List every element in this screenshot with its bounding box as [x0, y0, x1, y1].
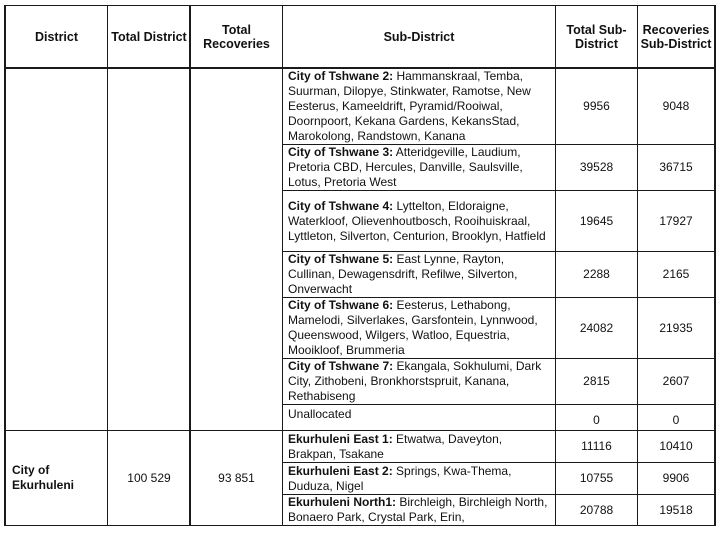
sub-district-areas: Eesterus, Lethabong, Mamelodi, Silverlakes, Garsfontein, Lynnwood, Queenswood, Wilgers, Watloo, Equestria, Mooikloof, Brummeria	[288, 298, 538, 357]
row-divider	[282, 462, 716, 463]
header-total-recoveries: Total Recoveries	[203, 23, 270, 51]
table-border	[4, 5, 6, 526]
sub-district-cell	[283, 145, 555, 190]
sub-district-name: City of Tshwane 5:	[288, 252, 394, 266]
column-divider	[637, 5, 638, 526]
sub-district-cell	[283, 405, 555, 430]
sub-district-name: Ekurhuleni East 1:	[288, 431, 393, 446]
sub-district-recoveries: 36715	[659, 160, 693, 174]
header-total-district: Total District	[111, 30, 187, 44]
sub-district-name: Ekurhuleni North1:	[288, 495, 397, 509]
sub-district-recoveries: 0	[672, 413, 680, 427]
row-divider	[282, 190, 716, 191]
sub-district-recoveries: 17927	[659, 213, 693, 228]
column-divider	[282, 5, 283, 526]
sub-district-total: 2288	[583, 267, 610, 281]
sub-district-recoveries: 2165	[662, 267, 690, 281]
sub-district-total: 20788	[579, 502, 614, 517]
header-sub-district: Sub-District	[383, 30, 455, 44]
sub-district-recoveries: 10410	[659, 439, 693, 453]
row-divider	[4, 430, 716, 431]
column-divider	[189, 5, 191, 526]
column-divider	[107, 5, 108, 526]
sub-district-total: 9956	[583, 99, 610, 113]
district-total: 100 529	[127, 470, 171, 485]
sub-district-areas: Unallocated	[288, 407, 352, 421]
district-name: City of Ekurhuleni	[12, 463, 75, 492]
sub-district-areas: Lyttelton, Eldoraigne, Waterkloof, Olievenhoutbosch, Rooihuiskraal, Lyttleton, Silverton, Centurion, Brooklyn, Hatfield	[288, 198, 546, 243]
row-divider	[282, 297, 716, 298]
table-border	[714, 5, 716, 526]
sub-district-total: 11116	[581, 439, 612, 453]
sub-district-areas: East Lynne, Rayton, Cullinan, Dewagensdrift, Refilwe, Silverton, Onverwacht	[288, 252, 518, 296]
sub-district-cell	[283, 252, 555, 297]
row-divider	[282, 404, 716, 405]
sub-district-recoveries: 2607	[662, 374, 690, 388]
sub-district-areas: Atteridgeville, Laudium, Pretoria CBD, Hercules, Danville, Saulsville, Lotus, Pretoria West	[288, 145, 523, 189]
row-divider	[282, 144, 716, 145]
sub-district-areas: Hammanskraal, Temba, Suurman, Dilopye, Stinkwater, Ramotse, New Eesterus, Kameeldrift, Pyramid/Rooiwal, Doornpoort, Kekana Gardens, KekansStad, Marokolong, Randstown, Kanana	[288, 69, 531, 143]
table-border	[4, 5, 716, 6]
sub-district-cell	[283, 495, 555, 525]
header-total-sub-district: Total Sub-District	[566, 23, 627, 51]
sub-district-cell	[283, 463, 555, 494]
district-recoveries	[191, 69, 282, 430]
sub-district-total: 39528	[579, 160, 614, 174]
sub-district-cell	[283, 69, 555, 144]
sub-district-cell	[283, 431, 555, 462]
sub-district-areas: Birchleigh, Birchleigh North, Bonaero Park, Crystal Park, Erin,	[288, 495, 548, 524]
sub-district-recoveries: 21935	[659, 320, 693, 335]
sub-district-recoveries: 9048	[662, 99, 690, 113]
header-recoveries-sub-district: Recoveries Sub-District	[640, 23, 712, 51]
row-divider	[282, 358, 716, 359]
column-divider	[555, 5, 556, 526]
sub-district-name: City of Tshwane 4:	[288, 198, 394, 213]
row-divider	[282, 251, 716, 252]
sub-district-recoveries: 19518	[659, 502, 693, 517]
sub-district-areas: Ekangala, Sokhulumi, Dark City, Zithobeni, Bronkhorstspruit, Kanana, Rethabiseng	[288, 359, 542, 403]
sub-district-total: 24082	[579, 320, 614, 335]
table-border	[4, 525, 716, 526]
district-recoveries: 93 851	[218, 470, 255, 485]
sub-district-name: City of Tshwane 7:	[288, 359, 394, 373]
sub-district-recoveries: 9906	[662, 471, 690, 485]
sub-district-name: City of Tshwane 6:	[288, 298, 394, 312]
sub-district-total: 2815	[583, 374, 610, 388]
sub-district-cell	[283, 359, 555, 404]
header-divider	[4, 67, 716, 69]
sub-district-total: 19645	[579, 213, 614, 228]
row-divider	[282, 494, 716, 495]
sub-district-cell	[283, 191, 555, 251]
sub-district-cell	[283, 298, 555, 358]
sub-district-total: 0	[593, 413, 600, 427]
header-district: District	[34, 30, 79, 44]
sub-district-total: 10755	[579, 471, 614, 485]
district-name	[6, 69, 107, 430]
sub-district-areas: Springs, Kwa-Thema, Duduza, Nigel	[288, 463, 512, 493]
district-total	[108, 69, 190, 430]
sub-district-areas: Etwatwa, Daveyton, Brakpan, Tsakane	[288, 431, 503, 461]
sub-district-name: City of Tshwane 2:	[288, 69, 394, 83]
sub-district-name: Ekurhuleni East 2:	[288, 463, 393, 478]
sub-district-name: City of Tshwane 3:	[288, 145, 394, 159]
